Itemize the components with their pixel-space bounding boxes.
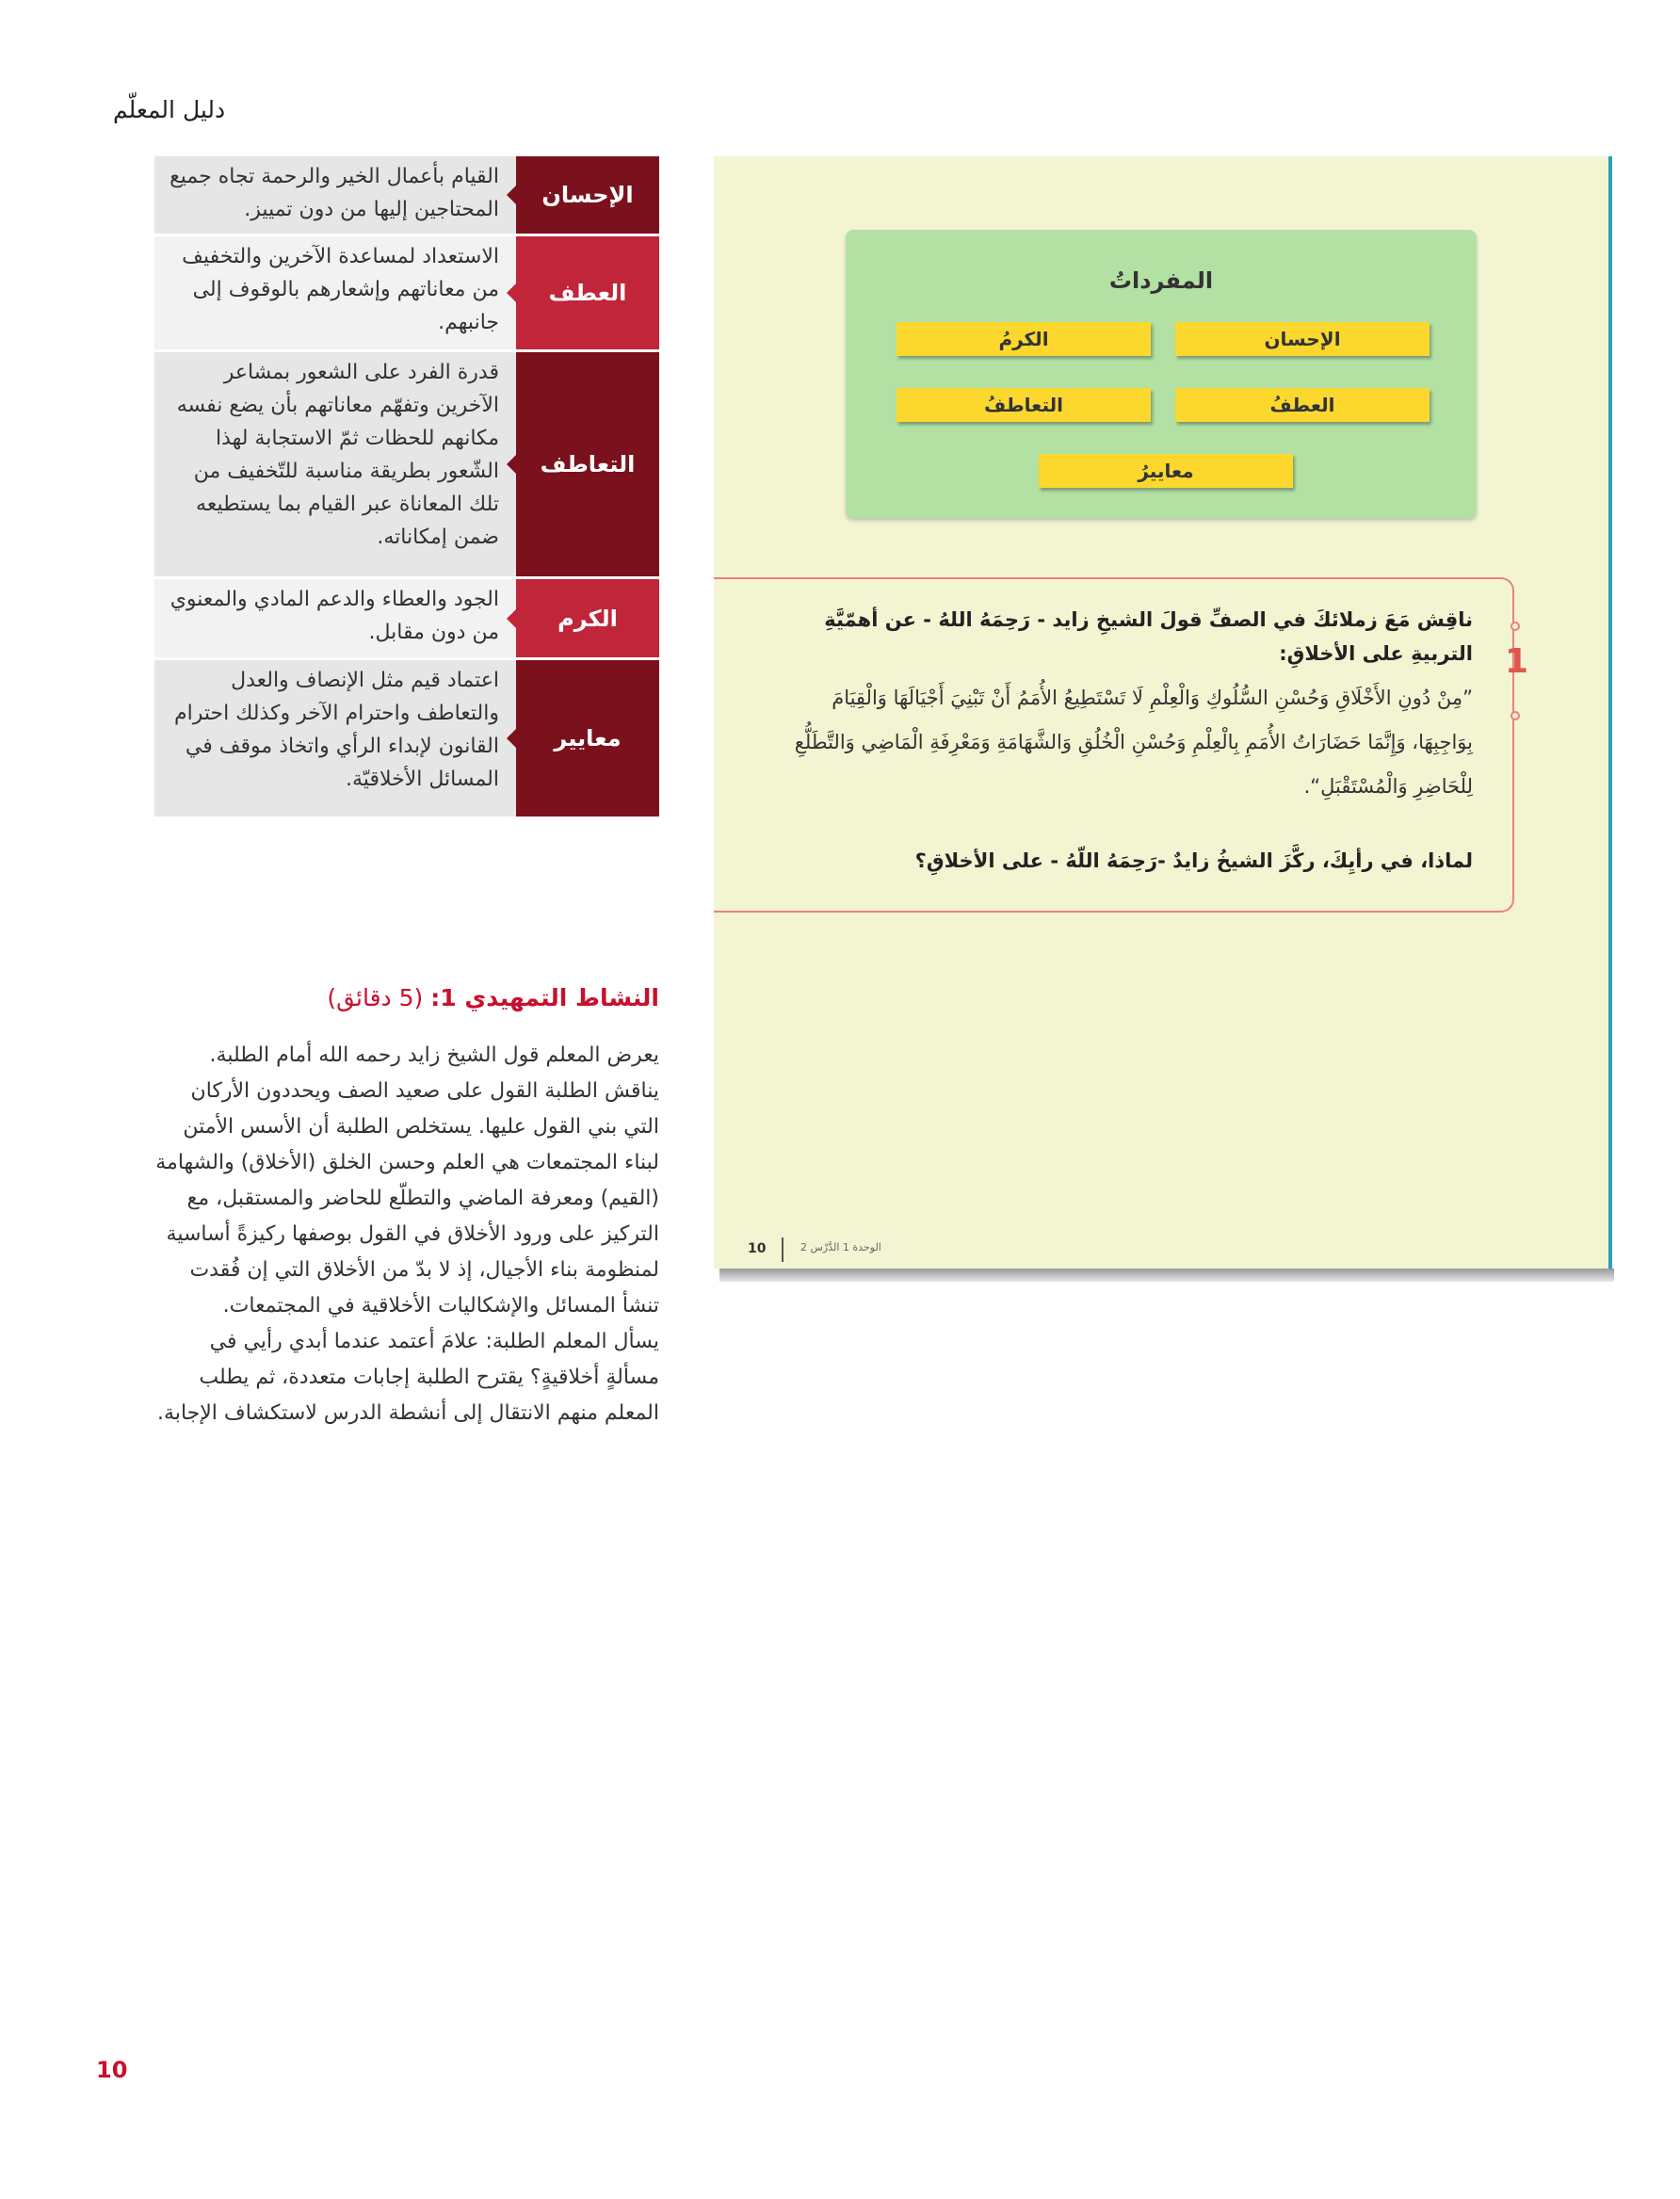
book-page-shadow — [719, 1269, 1614, 1282]
vocab-chip: التعاطفُ — [897, 388, 1151, 422]
glossary-table — [154, 156, 659, 819]
vocab-chip: العطفُ — [1175, 388, 1430, 422]
page-header-title: دليل المعلّم — [113, 96, 226, 123]
vocab-chip: الإحسان — [1175, 322, 1430, 356]
vocabulary-box — [846, 230, 1477, 518]
glossary-row — [154, 156, 659, 236]
book-footer-label: الوحدة 1 الدَّرْس 2 — [800, 1241, 881, 1253]
frame-dot — [1510, 711, 1520, 720]
glossary-row — [154, 579, 659, 660]
glossary-definition: القيام بأعمال الخير والرحمة تجاه جميع المحتاجين إليها من دون تمييز. — [154, 156, 516, 234]
activity-body — [154, 1038, 659, 1431]
activity-time: (5 دقائق) — [327, 984, 424, 1011]
glossary-term: العطف — [516, 236, 659, 349]
vocab-chip: معاييرُ — [1039, 454, 1293, 488]
followup-question: لماذا، في رأيِكَ، ركَّزَ الشيخُ زايدٌ -رَحِمَهُ اللّهُ - على الأخلاقِ؟ — [914, 849, 1473, 872]
book-page-edge — [1608, 156, 1612, 1277]
glossary-row — [154, 236, 659, 352]
frame-dot — [1510, 622, 1520, 631]
glossary-row — [154, 352, 659, 579]
question-number: 1 — [1505, 642, 1529, 681]
page-number: 10 — [96, 2057, 128, 2083]
activity-paragraph: يسأل المعلم الطلبة: علامَ أعتمد عندما أبدي رأيي في مسألةٍ أخلاقيةٍ؟ يقترح الطلبة إجابات متعددة، ثم يطلب المعلم منهم الانتقال إلى أنشطة الدرس لاستكشاف الإجابة. — [157, 1330, 659, 1425]
glossary-definition: اعتماد قيم مثل الإنصاف والعدل والتعاطف واحترام الآخر وكذلك احترام القانون لإبداء الرأي واتخاذ موقف في المسائل الأخلاقيّة. — [154, 660, 516, 817]
zayed-quote: ”مِنْ دُونِ الأَخْلَاقِ وَحُسْنِ السُّلُوكِ وَالْعِلْمِ لَا تَسْتَطِيعُ الأُمَمُ أَنْ تَبْنِيَ أَجْيَالَهَا وَالْقِيَامَ بِوَاجِبِهَا، وَإِنَّمَا حَضَارَاتُ الأُمَمِ بِالْعِلْمِ وَحُسْنِ الْخُلُقِ وَالشَّهَامَةِ وَمَعْرِفَةِ الْمَاضِي وَالتَّطَلُّعِ لِلْحَاضِرِ وَالْمُسْتَقْبَلِ“. — [794, 687, 1473, 798]
question-text: ناقِش مَعَ زملائكَ في الصفِّ قولَ الشيخِ زايد - رَحِمَهُ اللهُ - عن أهمّيَّةِ التربيةِ على الأخلاقِ: — [824, 608, 1473, 665]
activity-heading — [327, 984, 659, 1011]
glossary-term: معايير — [516, 660, 659, 817]
glossary-definition: قدرة الفرد على الشعور بمشاعر الآخرين وتفهّم معاناتهم بأن يضع نفسه مكانهم للحظات ثمّ الاستجابة لهذا الشّعور بطريقة مناسبة للتّخفيف من تلك المعاناة عبر القيام بما يستطيعه ضمن إمكاناته. — [154, 352, 516, 576]
glossary-definition: الجود والعطاء والدعم المادي والمعنوي من دون مقابل. — [154, 579, 516, 657]
glossary-term: الكرم — [516, 579, 659, 657]
vocab-chip: الكرمُ — [897, 322, 1151, 356]
activity-title: النشاط التمهيدي 1: — [430, 984, 659, 1011]
activity-paragraph: يعرض المعلم قول الشيخ زايد رحمه الله أمام الطلبة. يناقش الطلبة القول على صعيد الصف ويحددون الأركان التي بني القول عليها. يستخلص الطلبة أن الأسس الأمتن لبناء المجتمعات هي العلم وحسن الخلق (الأخلاق) والشهامة (القيم) ومعرفة الماضي والتطلّع للحاضر والمستقبل، مع التركيز على ورود الأخلاق في القول بوصفها ركيزةً أساسية لمنظومة بناء الأجيال، إذ لا بدّ من الأخلاق التي إن فُقدت تنشأ المسائل والإشكاليات الأخلاقية في المجتمعات. — [155, 1043, 659, 1318]
glossary-term: الإحسان — [516, 156, 659, 234]
glossary-definition: الاستعداد لمساعدة الآخرين والتخفيف من معاناتهم وإشعارهم بالوقوف إلى جانبهم. — [154, 236, 516, 349]
glossary-row — [154, 660, 659, 819]
book-page-number: 10 — [748, 1241, 767, 1256]
footer-divider — [782, 1237, 783, 1262]
vocabulary-title: المفرداتُ — [1108, 267, 1214, 294]
glossary-term: التعاطف — [516, 352, 659, 576]
